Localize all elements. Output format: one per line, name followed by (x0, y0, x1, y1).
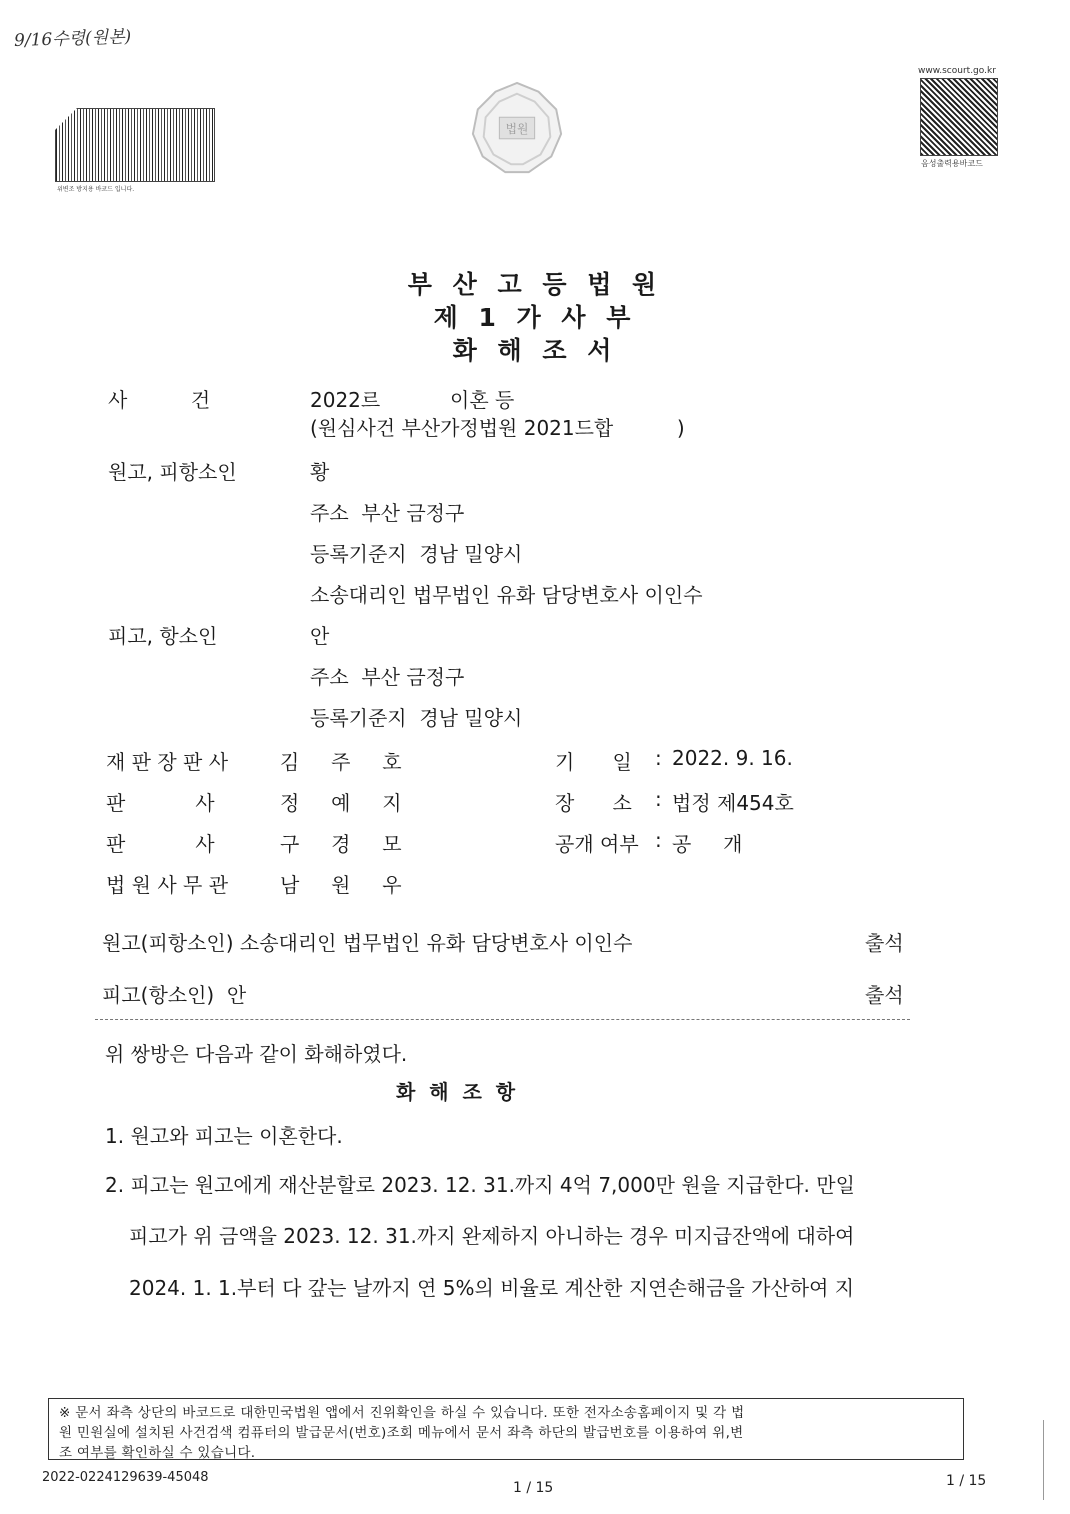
terms-title: 화 해 조 항 (396, 1080, 516, 1104)
case-label: 사 건 (108, 388, 211, 412)
defendant-label: 피고, 항소인 (108, 624, 218, 648)
qr-caption: 음성출력용바코드 (921, 159, 983, 168)
authenticity-barcode (55, 108, 215, 193)
division-name: 제 1 가 사 부 (433, 303, 637, 332)
defendant-name: 안 (310, 624, 330, 648)
session-public-value: 공 개 (672, 832, 743, 856)
qr-url: www.scourt.go.kr (918, 66, 996, 76)
defendant-address: 주소 부산 금정구 (310, 665, 465, 689)
term-line: 피고가 위 금액을 2023. 12. 31.까지 완제하지 아니하는 경우 미지급잔액에 대하여 (129, 1224, 855, 1248)
session-public-label: 공개 여부 (555, 832, 639, 856)
plaintiff-label: 원고, 피항소인 (108, 460, 237, 484)
colon: : (655, 828, 662, 852)
term-line: 1. 원고와 피고는 이혼한다. (105, 1124, 343, 1148)
margin-line (1043, 1420, 1044, 1500)
plaintiff-name: 황 (310, 460, 330, 484)
plaintiff-registry: 등록기준지 경남 밀양시 (310, 542, 523, 566)
session-place-label: 장 소 (555, 791, 632, 815)
case-name: 이혼 등 (450, 388, 515, 412)
official-role: 판 사 (106, 791, 215, 815)
barcode-pattern (55, 108, 215, 182)
official-name: 구 경 모 (280, 832, 402, 856)
term-line: 2024. 1. 1.부터 다 갚는 날까지 연 5%의 비율로 계산한 지연손해금을 가산하여 지 (129, 1276, 855, 1300)
court-seal-icon (468, 80, 566, 178)
seal-text: 법원 (505, 121, 529, 136)
document-title: 화 해 조 서 (452, 336, 618, 365)
court-name: 부 산 고 등 법 원 (407, 270, 663, 299)
official-name: 김 주 호 (280, 750, 402, 774)
case-number: 2022르 (310, 388, 381, 412)
notice-line: 조 여부를 확인하실 수 있습니다. (59, 1445, 256, 1461)
original-case: (원심사건 부산가정법원 2021드합 ) (310, 416, 685, 440)
colon: : (655, 746, 662, 770)
section-divider (95, 1019, 910, 1020)
attendance-party: 원고(피항소인) 소송대리인 법무법인 유화 담당변호사 이인수 (102, 931, 633, 955)
handwritten-note: 9/16수령(원본) (13, 26, 132, 52)
official-role: 판 사 (106, 832, 215, 856)
issue-number: 2022-0224129639-45048 (42, 1470, 209, 1485)
voice-output-qr-code (920, 78, 998, 156)
settlement-intro: 위 쌍방은 다음과 같이 화해하였다. (105, 1042, 408, 1066)
verification-notice (48, 1398, 964, 1460)
page-number-right: 1 / 15 (946, 1473, 987, 1489)
notice-line: ※ 문서 좌측 상단의 바코드로 대한민국법원 앱에서 진위확인을 하실 수 있습니다. 또한 전자소송홈페이지 및 각 법 (59, 1405, 745, 1421)
colon: : (655, 787, 662, 811)
official-role: 재 판 장 판 사 (106, 750, 229, 774)
session-date-value: 2022. 9. 16. (672, 746, 793, 770)
session-place-value: 법정 제454호 (672, 791, 794, 815)
notice-line: 원 민원실에 설치된 사건검색 컴퓨터의 발급문서(번호)조회 메뉴에서 문서 좌측 하단의 발급번호를 이용하여 위,변 (59, 1425, 744, 1441)
term-line: 2. 피고는 원고에게 재산분할로 2023. 12. 31.까지 4억 7,000만 원을 지급한다. 만일 (105, 1173, 855, 1197)
plaintiff-address: 주소 부산 금정구 (310, 501, 465, 525)
page-number: 1 / 15 (513, 1480, 554, 1496)
official-name: 남 원 우 (280, 873, 402, 897)
attendance-status: 출석 (865, 983, 904, 1007)
barcode-caption: 위변조 방지용 바코드 입니다. (57, 186, 135, 193)
attendance-party: 피고(항소인) 안 (102, 983, 247, 1007)
defendant-registry: 등록기준지 경남 밀양시 (310, 706, 523, 730)
official-name: 정 예 지 (280, 791, 402, 815)
plaintiff-counsel: 소송대리인 법무법인 유화 담당변호사 이인수 (310, 583, 703, 607)
barcode-corner-mark (55, 108, 77, 130)
official-role: 법 원 사 무 관 (106, 873, 229, 897)
session-date-label: 기 일 (555, 750, 632, 774)
attendance-status: 출석 (865, 931, 904, 955)
